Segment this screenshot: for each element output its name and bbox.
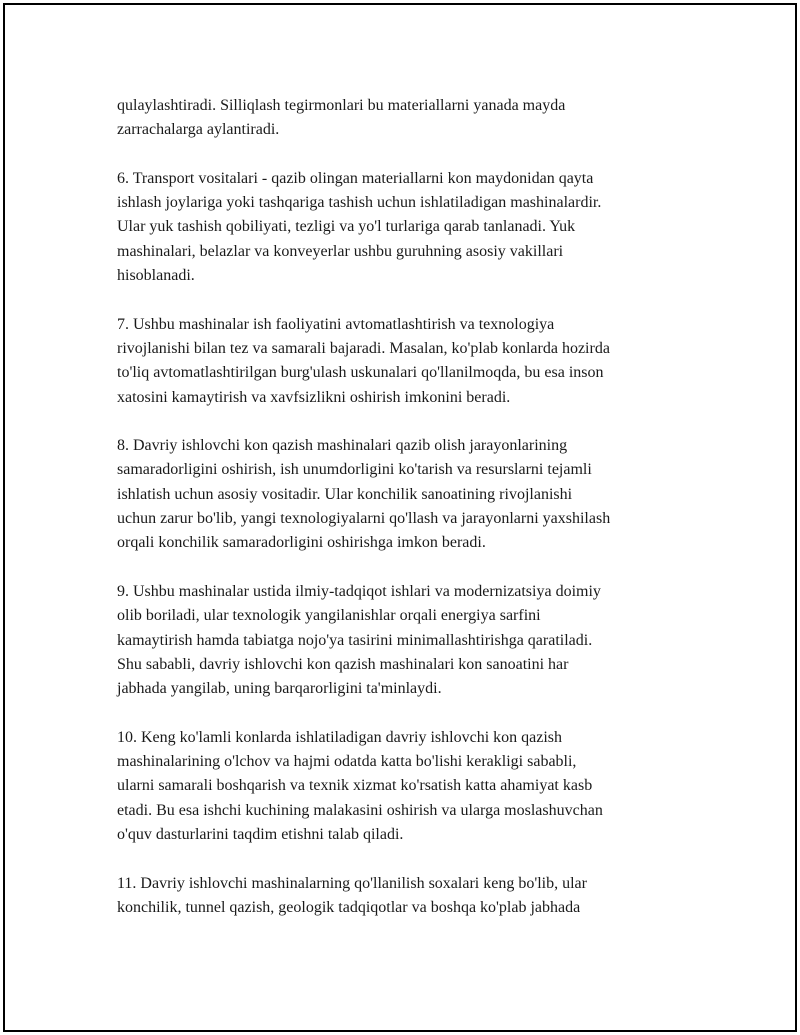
paragraph	[117, 872, 697, 921]
text-line: konchilik, tunnel qazish, geologik tadqiqotlar va boshqa ko'plab jabhada	[117, 898, 581, 916]
paragraph	[117, 313, 697, 410]
text-line: mashinalarining o'lchov va hajmi odatda katta bo'lishi kerakligi sababli,	[117, 753, 577, 771]
text-line: ularni samarali boshqarish va texnik xizmat ko'rsatish katta ahamiyat kasb	[117, 777, 593, 795]
text-line: 6. Transport vositalari - qazib olingan materiallarni kon maydonidan qayta	[117, 169, 594, 187]
text-line: o'quv dasturlarini taqdim etishni talab qiladi.	[117, 825, 404, 843]
text-line: 8. Davriy ishlovchi kon qazish mashinalari qazib olish jarayonlarining	[117, 437, 568, 455]
text-line: Shu sababli, davriy ishlovchi kon qazish mashinalari kon sanoatini har	[117, 655, 569, 673]
text-line: 10. Keng ko'lamli konlarda ishlatiladigan davriy ishlovchi kon qazish	[117, 728, 563, 746]
text-line: jabhada yangilab, uning barqarorligini ta'minlaydi.	[117, 680, 442, 698]
text-line: zarrachalarga aylantiradi.	[117, 121, 280, 139]
paragraph	[117, 580, 697, 701]
text-line: xatosini kamaytirish va xavfsizlikni oshirish imkonini beradi.	[117, 388, 511, 406]
text-line: 7. Ushbu mashinalar ish faoliyatini avtomatlashtirish va texnologiya	[117, 315, 555, 333]
text-line: uchun zarur bo'lib, yangi texnologiyalarni qo'llash va jarayonlarni yaxshilash	[117, 510, 611, 528]
text-line: rivojlanishi bilan tez va samarali bajaradi. Masalan, ko'plab konlarda hozirda	[117, 339, 610, 357]
text-line: ishlatish uchun asosiy vositadir. Ular konchilik sanoatining rivojlanishi	[117, 485, 573, 503]
text-line: mashinalari, belazlar va konveyerlar ushbu guruhning asosiy vakillari	[117, 242, 564, 260]
text-line: etadi. Bu esa ishchi kuchining malakasini oshirish va ularga moslashuvchan	[117, 801, 603, 819]
document-body	[117, 94, 697, 920]
paragraph	[117, 94, 697, 143]
text-line: kamaytirish hamda tabiatga nojo'ya tasirini minimallashtirishga qaratiladi.	[117, 631, 593, 649]
text-line: orqali konchilik samaradorligini oshirishga imkon beradi.	[117, 534, 486, 552]
text-line: Ular yuk tashish qobiliyati, tezligi va yo'l turlariga qarab tanlanadi. Yuk	[117, 218, 576, 236]
text-line: ishlash joylariga yoki tashqariga tashish uchun ishlatiladigan mashinalardir.	[117, 194, 602, 212]
paragraph	[117, 726, 697, 847]
paragraph	[117, 434, 697, 555]
paragraph	[117, 167, 697, 288]
text-line: qulaylashtiradi. Silliqlash tegirmonlari bu materiallarni yanada mayda	[117, 97, 566, 114]
text-line: 9. Ushbu mashinalar ustida ilmiy-tadqiqot ishlari va modernizatsiya doimiy	[117, 582, 601, 600]
text-line: to'liq avtomatlashtirilgan burg'ulash uskunalari qo'llanilmoqda, bu esa inson	[117, 364, 604, 382]
text-line: 11. Davriy ishlovchi mashinalarning qo'llanilish soxalari keng bo'lib, ular	[117, 874, 587, 892]
text-line: samaradorligini oshirish, ish unumdorligini ko'tarish va resurslarni tejamli	[117, 461, 592, 479]
text-line: olib boriladi, ular texnologik yangilanishlar orqali energiya sarfini	[117, 607, 541, 625]
text-line: hisoblanadi.	[117, 267, 195, 285]
